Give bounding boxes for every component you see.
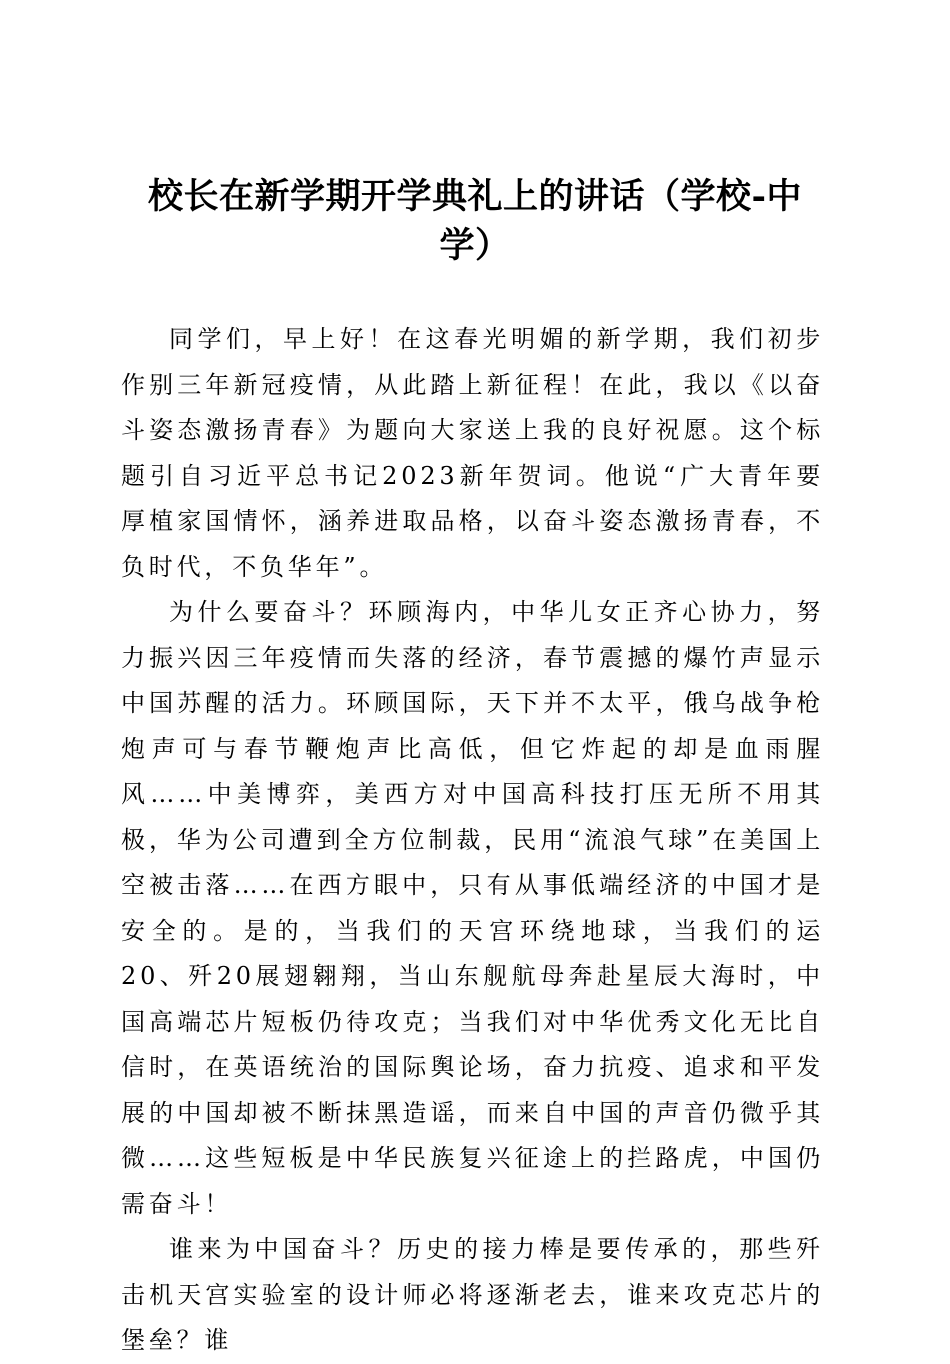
body-paragraph-3: 谁来为中国奋斗？历史的接力棒是要传承的，那些歼击机天宫实验室的设计师必将逐渐老去，谁来攻克芯片的堡垒？谁 [121, 1235, 824, 1354]
document-title: 校长在新学期开学典礼上的讲话（学校-中学） [147, 176, 803, 266]
body-paragraph-1: 同学们，早上好！在这春光明媚的新学期，我们初步作别三年新冠疫情，从此踏上新征程！在此，我以《以奋斗姿态激扬青春》为题向大家送上我的良好祝愿。这个标题引自习近平总书记2023新年贺词。他说“广大青年要厚植家国情怀，涵养进取品格，以奋斗姿态激扬青春，不负时代，不负华年”。 [121, 325, 824, 581]
body-paragraph-2: 为什么要奋斗？环顾海内，中华儿女正齐心协力，努力振兴因三年疫情而失落的经济，春节震撼的爆竹声显示中国苏醒的活力。环顾国际，天下并不太平，俄乌战争枪炮声可与春节鞭炮声比高低，但它炸起的却是血雨腥风……中美博弈，美西方对中国高科技打压无所不用其极，华为公司遭到全方位制裁，民用“流浪气球”在美国上空被击落……在西方眼中，只有从事低端经济的中国才是安全的。是的，当我们的天宫环绕地球，当我们的运20、歼20展翅翱翔，当山东舰航母奔赴星辰大海时，中国高端芯片短板仍待攻克；当我们对中华优秀文化无比自信时，在英语统治的国际舆论场，奋力抗疫、追求和平发展的中国却被不断抹黑造谣，而来自中国的声音仍微乎其微……这些短板是中华民族复兴征途上的拦路虎，中国仍需奋斗！ [121, 598, 824, 1218]
document-body [121, 317, 824, 1364]
